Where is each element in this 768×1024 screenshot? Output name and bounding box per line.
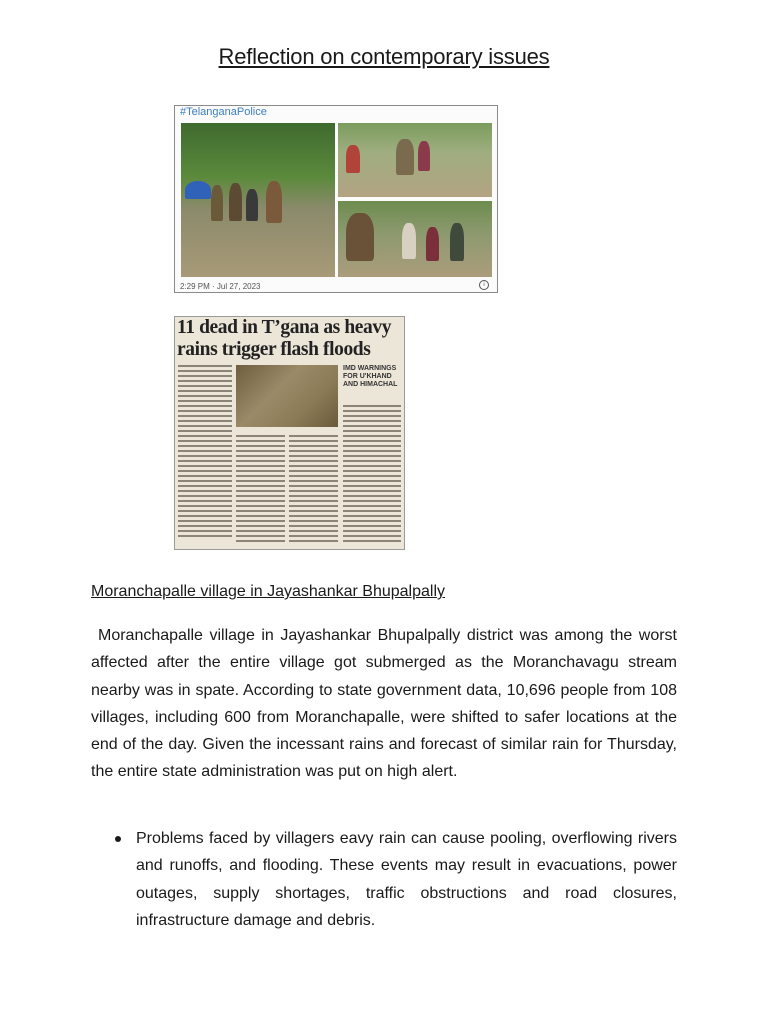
rescue-photo-bottom-right: [338, 201, 492, 277]
newspaper-flood-photo: [236, 365, 338, 427]
newspaper-clipping: [174, 316, 405, 550]
tweet-image: [174, 105, 498, 293]
flood-rescue-photos: [181, 123, 492, 283]
tweet-timestamp: 2:29 PM · Jul 27, 2023: [180, 282, 261, 291]
bullet-text: Problems faced by villagers eavy rain can cause pooling, overflowing rivers and runoffs, and flooding. These events may result in evacuations, power outages, supply shortages, traffic obstructions and road closures, infrastructure damage and debris.: [136, 830, 677, 929]
newspaper-column-1: [178, 365, 232, 540]
document-title: Reflection on contemporary issues: [218, 44, 550, 69]
newspaper-column-4: [343, 405, 401, 545]
bullet-icon: [115, 836, 121, 842]
section-heading: Moranchapalle village in Jayashankar Bhupalpally: [91, 583, 445, 600]
newspaper-sidebar-heading: IMD WARNINGS FOR U'KHAND AND HIMACHAL: [343, 365, 398, 388]
body-paragraph: Moranchapalle village in Jayashankar Bhupalpally district was among the worst affected after the entire village got submerged as the Moranchavagu stream nearby was in spate. According to state government data, 10,696 people from 108 villages, including 600 from Moranchapalle, were shifted to safer locations at the end of the day. Given the incessant rains and forecast of similar rain for Thursday, the entire state administration was put on high alert.: [91, 627, 677, 781]
newspaper-column-3: [289, 435, 338, 545]
rescue-photo-top-right: [338, 123, 492, 197]
rescue-photo-main: [181, 123, 335, 277]
newspaper-column-2: [236, 435, 285, 545]
tweet-hashtag: #TelanganaPolice: [180, 106, 267, 118]
info-icon: i: [479, 280, 489, 290]
bullet-item: [91, 825, 677, 934]
bullet-list: [91, 825, 677, 934]
newspaper-headline: 11 dead in T’gana as heavy rains trigger flash floods: [177, 317, 392, 360]
